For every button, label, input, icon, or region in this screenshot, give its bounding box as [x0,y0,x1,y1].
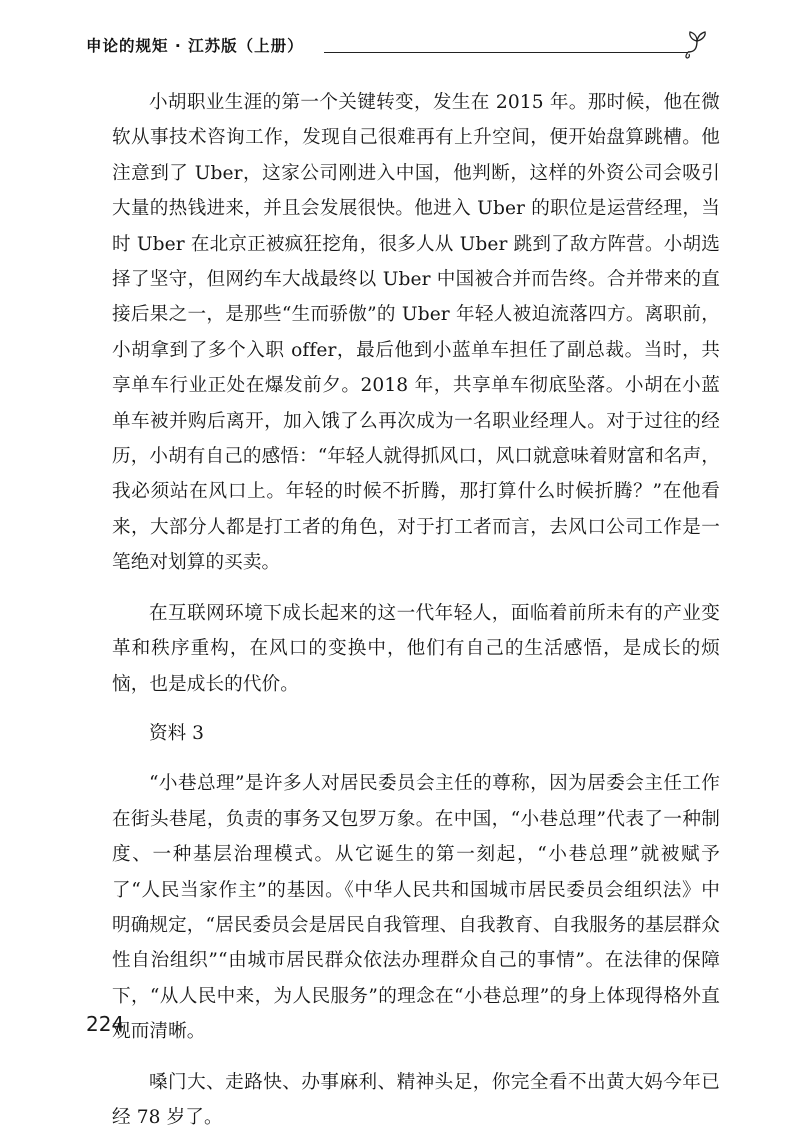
paragraph: “小巷总理”是许多人对居民委员会主任的尊称，因为居委会主任工作在街头巷尾，负责的事务又包罗万象。在中国，“小巷总理”代表了一种制度、一种基层治理模式。从它诞生的第一刻起，“小巷总理”就被赋予了“人民当家作主”的基因。《中华人民共和国城市居民委员会组织法》中明确规定，“居民委员会是居民自我管理、自我教育、自我服务的基层群众性自治组织”“由城市居民群众依法办理群众自己的事情”。在法律的保障下，“从人民中来，为人民服务”的理念在“小巷总理”的身上体现得格外直观而清晰。 [112,773,720,1043]
page-number: 224 [86,1012,125,1036]
body-text [112,85,720,1135]
paragraph: 小胡职业生涯的第一个关键转变，发生在 2015 年。那时候，他在微软从事技术咨询工作，发现自己很难再有上升空间，便开始盘算跳槽。他注意到了 Uber，这家公司刚进入中国，他判断，这样的外资公司会吸引大量的热钱进来，并且会发展很快。他进入 Uber 的职位是运营经理，当时 Uber 在北京正被疯狂挖角，很多人从 Uber 跳到了敌方阵营。小胡选择了坚守，但网约车大战最终以 Uber 中国被合并而告终。合并带来的直接后果之一，是那些“生而骄傲”的 Uber 年轻人被迫流落四方。离职前，小胡拿到了多个入职 offer，最后他到小蓝单车担任了副总裁。当时，共享单车行业正处在爆发前夕。2018 年，共享单车彻底坠落。小胡在小蓝单车被并购后离开，加入饿了么再次成为一名职业经理人。对于过往的经历，小胡有自己的感悟：“年轻人就得抓风口，风口就意味着财富和名声，我必须站在风口上。年轻的时候不折腾，那打算什么时候折腾？”在他看来，大部分人都是打工者的角色，对于打工者而言，去风口公司工作是一笔绝对划算的买卖。 [112,92,720,574]
sprout-icon [680,30,714,60]
section-label: 资料 3 [149,722,204,744]
header-rule [324,52,688,53]
book-title: 申论的规矩 · 江苏版（上册） [86,37,304,55]
paragraph: 在互联网环境下成长起来的这一代年轻人，面临着前所未有的产业变革和秩序重构，在风口的变换中，他们有自己的生活感悟，是成长的烦恼，也是成长的代价。 [112,602,720,695]
page-header [86,30,718,60]
paragraph: 嗓门大、走路快、办事麻利、精神头足，你完全看不出黄大妈今年已经 78 岁了。 [112,1071,720,1128]
